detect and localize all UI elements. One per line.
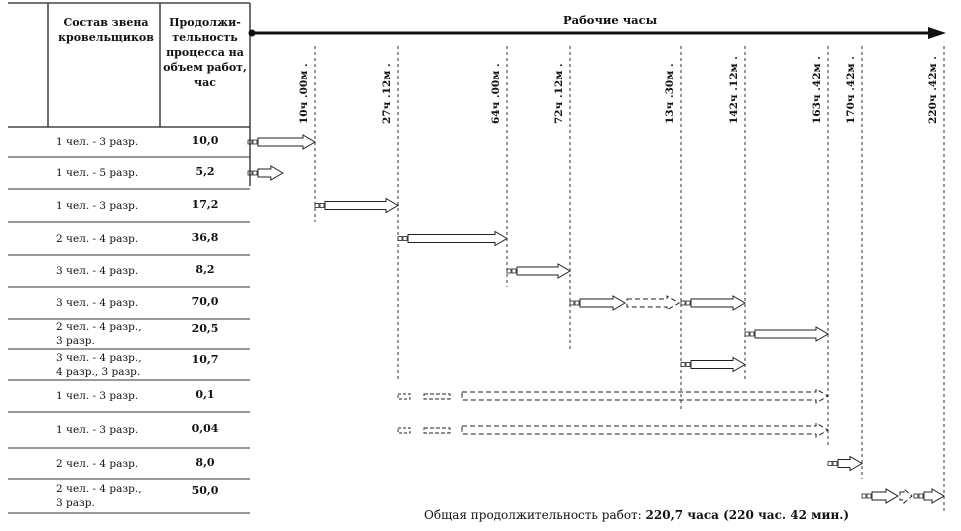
bar-start-mark: [253, 171, 257, 175]
duration-cell: 17,2: [191, 197, 219, 211]
duration-cell: 10,0: [191, 134, 219, 147]
bar-start-mark: [575, 301, 579, 305]
crew-cell: 3 чел. - 4 разр.: [56, 265, 139, 277]
work-bar: [248, 135, 315, 149]
duration-cell: 50,0: [191, 484, 219, 497]
crew-cell: 2 чел. - 4 разр.: [56, 457, 139, 470]
crew-cell: 2 чел. - 4 разр.: [56, 232, 139, 245]
crew-cell: 3 чел. - 4 разр., 4 разр., 3 разр.: [56, 351, 142, 378]
bar-start-mark: [914, 494, 918, 498]
time-mark-label: 27ч .12м .: [381, 63, 393, 124]
bar-arrow: [872, 489, 898, 503]
work-bar: [570, 296, 745, 310]
header-duration: Продолжи- тельность процесса на объем работ, час: [163, 16, 247, 89]
crew-cell: 1 чел. - 5 разр.: [56, 167, 139, 179]
bar-arrow: [325, 199, 398, 213]
bar-start-mark: [512, 269, 516, 273]
bar-start-mark: [507, 269, 511, 273]
duration-cell: 8,0: [195, 455, 215, 469]
timeline-title: Рабочие часы: [563, 13, 658, 27]
duration-cell: 0,1: [195, 388, 215, 401]
duration-cell: 20,5: [191, 322, 219, 335]
time-mark-label: 64ч .00м .: [490, 63, 502, 124]
duration-cell: 10,7: [191, 352, 219, 366]
duration-cell: 70,0: [191, 295, 219, 308]
bar-arrow: [627, 296, 679, 310]
duration-cell: 5,2: [195, 165, 215, 178]
bar-start-mark: [398, 237, 402, 241]
crew-cell: 1 чел. - 3 разр.: [56, 136, 139, 148]
duration-cell: 36,8: [191, 230, 219, 244]
bar-arrow: [258, 166, 283, 180]
crew-cell: 1 чел. - 3 разр.: [56, 199, 139, 212]
duration-cell: 0,04: [191, 422, 219, 435]
time-mark-label: 10ч .00м .: [298, 63, 310, 124]
time-axis: [249, 27, 947, 39]
bar-start-mark: [745, 332, 749, 336]
work-bar: [862, 489, 944, 503]
bar-start-mark: [833, 462, 837, 466]
bar-start-mark: [867, 494, 871, 498]
crew-cell: 3 чел. - 4 разр.: [56, 297, 139, 309]
work-bar: [398, 389, 828, 403]
work-bar: [398, 423, 828, 437]
bar-start-mark: [750, 332, 754, 336]
bar-arrow: [580, 296, 625, 310]
bar-start-mark: [403, 237, 407, 241]
bar-segment: [398, 428, 410, 433]
bar-start-mark: [253, 140, 257, 144]
time-mark-label: 72ч .12м .: [553, 63, 565, 124]
work-bar: [248, 166, 283, 180]
crew-cell: 1 чел. - 3 разр.: [56, 424, 139, 436]
bar-arrow: [408, 232, 507, 246]
bar-start-mark: [315, 204, 319, 208]
bar-arrow: [517, 264, 570, 278]
work-bar: [681, 358, 745, 372]
header-crew: Состав звена кровельщиков: [58, 16, 154, 44]
bar-start-mark: [681, 363, 685, 367]
bar-start-mark: [919, 494, 923, 498]
bar-start-mark: [686, 301, 690, 305]
bar-start-mark: [320, 204, 324, 208]
bar-arrow: [258, 135, 315, 149]
bar-segment: [398, 394, 410, 399]
bar-start-mark: [681, 301, 685, 305]
bar-segment: [424, 394, 450, 399]
bar-arrow: [755, 327, 828, 341]
bar-start-mark: [828, 462, 832, 466]
time-mark-label: 170ч .42м .: [845, 56, 857, 124]
crew-cell: 2 чел. - 4 разр., 3 разр.: [56, 483, 142, 509]
total-prefix: Общая продолжительность работ:: [424, 508, 646, 522]
bar-arrow: [462, 423, 828, 437]
total-value: 220,7 часа (220 час. 42 мин.): [645, 508, 850, 522]
crew-cell: 2 чел. - 4 разр., 3 разр.: [56, 321, 142, 347]
bar-arrow: [838, 457, 862, 471]
bar-arrow: [691, 296, 745, 310]
bar-start-mark: [686, 363, 690, 367]
bar-start-mark: [862, 494, 866, 498]
total-duration: [424, 508, 849, 522]
work-bar: [507, 264, 570, 278]
time-mark-label: 13ч .30м .: [664, 63, 676, 124]
time-mark-label: 142ч .12м .: [728, 56, 740, 124]
bar-arrow: [691, 358, 745, 372]
bar-arrow: [462, 389, 828, 403]
bar-arrow: [924, 489, 944, 503]
work-bar: [828, 457, 862, 471]
bar-segment: [424, 428, 450, 433]
work-bar: [315, 199, 398, 213]
work-bar: [745, 327, 828, 341]
bar-arrow: [900, 489, 912, 503]
bar-start-mark: [570, 301, 574, 305]
work-bars: [248, 135, 944, 503]
time-mark-label: 220ч .42м .: [927, 56, 939, 124]
crew-cell: 1 чел. - 3 разр.: [56, 390, 139, 402]
time-mark-label: 163ч .42м .: [811, 56, 823, 124]
duration-cell: 8,2: [195, 263, 215, 276]
work-bar: [398, 232, 507, 246]
